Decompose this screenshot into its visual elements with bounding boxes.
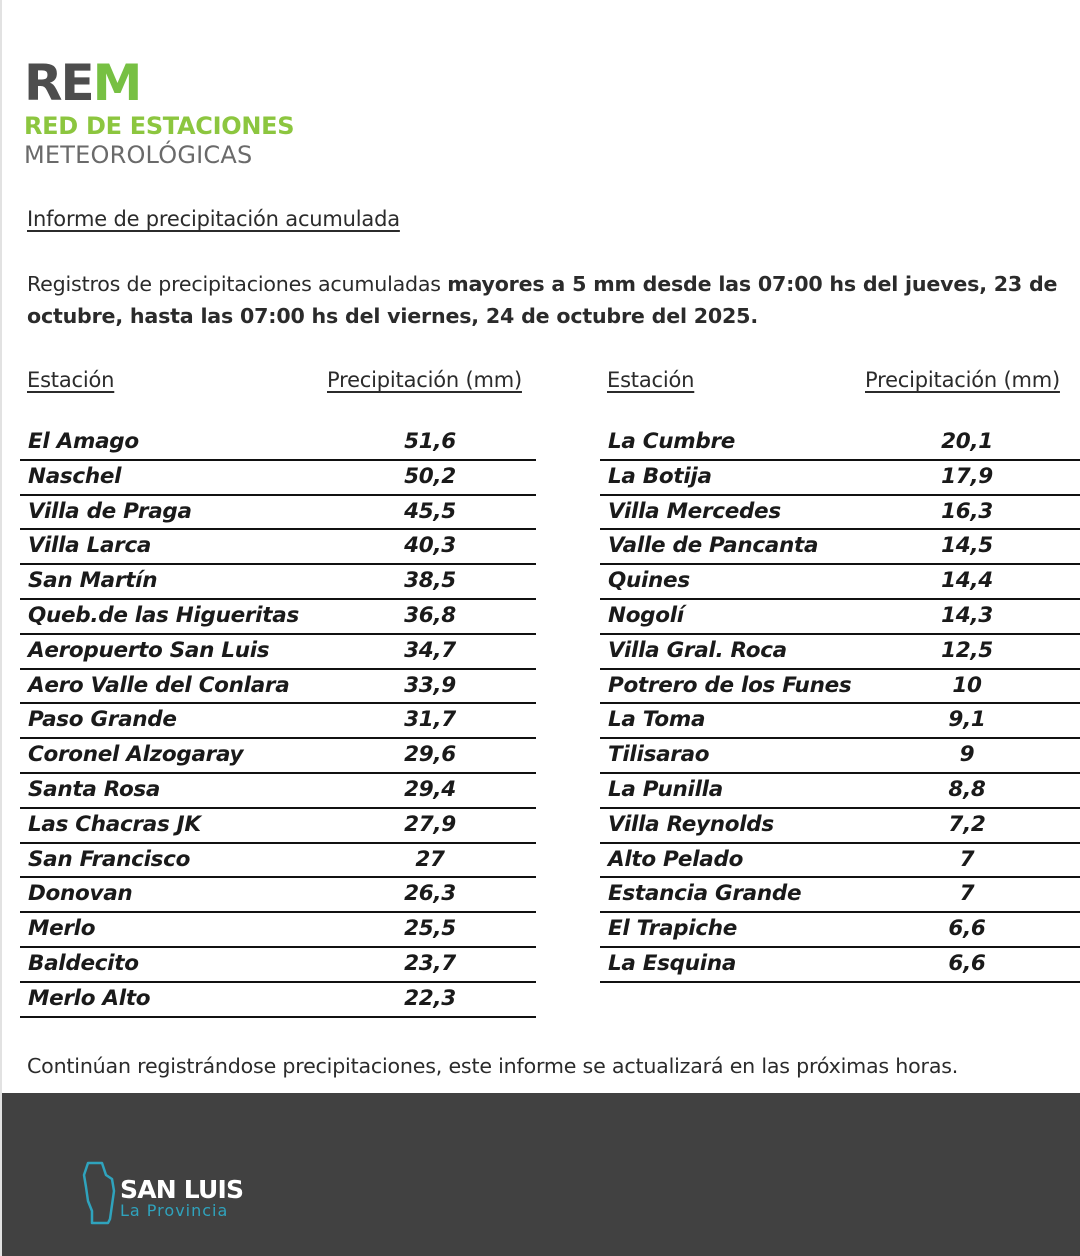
precipitation-value: 17,9 bbox=[941, 463, 993, 489]
table-header bbox=[20, 366, 536, 416]
table-header bbox=[600, 366, 1080, 416]
station-name: Aeropuerto San Luis bbox=[28, 637, 270, 663]
station-name: La Cumbre bbox=[608, 429, 736, 454]
precipitation-value: 34,7 bbox=[404, 637, 456, 663]
precipitation-value: 12,5 bbox=[941, 637, 993, 663]
station-name: Potrero de los Funes bbox=[608, 672, 852, 698]
station-name: Queb.de las Higueritas bbox=[28, 602, 299, 628]
header-station: Estación bbox=[607, 368, 695, 392]
station-name: Estancia Grande bbox=[608, 881, 802, 907]
table-row bbox=[20, 565, 536, 600]
table-row bbox=[600, 600, 1080, 635]
rem-logo-line1: RED DE ESTACIONES bbox=[24, 112, 295, 140]
station-name: La Botija bbox=[608, 463, 712, 489]
precipitation-value: 9,1 bbox=[948, 707, 986, 733]
precipitation-value: 9 bbox=[959, 742, 975, 768]
precipitation-value: 33,9 bbox=[404, 672, 456, 698]
precipitation-value: 14,3 bbox=[941, 602, 993, 628]
precipitation-value: 7 bbox=[959, 846, 975, 872]
header-station: Estación bbox=[27, 368, 115, 392]
table-row bbox=[20, 461, 536, 496]
precipitation-value: 8,8 bbox=[948, 776, 986, 802]
precipitation-value: 25,5 bbox=[404, 916, 456, 942]
station-name: Tilisarao bbox=[608, 742, 710, 768]
rem-logo-line2: METEOROLÓGICAS bbox=[24, 141, 253, 169]
station-name: Merlo bbox=[28, 916, 96, 942]
station-name: Villa Gral. Roca bbox=[608, 637, 787, 663]
rem-logo-mark bbox=[24, 54, 294, 112]
table-row bbox=[20, 704, 536, 739]
precipitation-value: 20,1 bbox=[941, 429, 993, 454]
table-rows bbox=[20, 426, 536, 1018]
san-luis-logo bbox=[82, 1161, 282, 1223]
station-name: Paso Grande bbox=[28, 707, 177, 733]
station-name: San Francisco bbox=[28, 846, 191, 872]
station-name: La Esquina bbox=[608, 950, 737, 976]
precipitation-value: 50,2 bbox=[404, 463, 456, 489]
precipitation-value: 7 bbox=[959, 881, 975, 907]
precipitation-value: 10 bbox=[952, 672, 982, 698]
table-row bbox=[20, 635, 536, 670]
rem-logo bbox=[24, 54, 295, 170]
station-name: Villa de Praga bbox=[28, 498, 192, 524]
table-row bbox=[600, 426, 1080, 461]
brand-name: SAN LUIS bbox=[120, 1175, 244, 1204]
precipitation-value: 29,6 bbox=[404, 742, 456, 768]
table-row bbox=[600, 530, 1080, 565]
table-row bbox=[600, 844, 1080, 879]
station-name: El Trapiche bbox=[608, 916, 738, 942]
table-row bbox=[600, 496, 1080, 531]
table-row bbox=[600, 739, 1080, 774]
stations-table-right bbox=[600, 366, 1080, 976]
precipitation-value: 27 bbox=[415, 846, 445, 872]
table-row bbox=[20, 739, 536, 774]
table-row bbox=[600, 809, 1080, 844]
table-row bbox=[600, 913, 1080, 948]
precipitation-value: 26,3 bbox=[404, 881, 456, 907]
precipitation-value: 6,6 bbox=[948, 916, 986, 942]
table-row bbox=[20, 496, 536, 531]
table-row bbox=[600, 565, 1080, 600]
station-name: Merlo Alto bbox=[28, 985, 151, 1011]
precipitation-value: 31,7 bbox=[404, 707, 456, 733]
table-row bbox=[600, 878, 1080, 913]
table-row bbox=[20, 983, 536, 1018]
table-row bbox=[20, 600, 536, 635]
brand-tagline: La Provincia bbox=[120, 1201, 229, 1220]
header-precipitation: Precipitación (mm) bbox=[865, 368, 1060, 392]
precipitation-value: 7,2 bbox=[948, 811, 986, 837]
intro-text: Registros de precipitaciones acumuladas bbox=[27, 272, 448, 296]
station-name: Donovan bbox=[28, 881, 133, 907]
station-name: Villa Mercedes bbox=[608, 498, 781, 524]
station-name: Alto Pelado bbox=[608, 846, 744, 872]
station-name: Las Chacras JK bbox=[28, 811, 201, 837]
station-name: Valle de Pancanta bbox=[608, 533, 819, 559]
precipitation-value: 51,6 bbox=[404, 429, 456, 454]
station-name: Villa Reynolds bbox=[608, 811, 774, 837]
table-row bbox=[20, 844, 536, 879]
rem-logo-mark-m: M bbox=[92, 54, 141, 112]
station-name: La Toma bbox=[608, 707, 706, 733]
report-title: Informe de precipitación acumulada bbox=[27, 207, 400, 231]
table-row bbox=[20, 774, 536, 809]
intro-paragraph bbox=[27, 268, 1079, 332]
station-name: La Punilla bbox=[608, 776, 723, 802]
precipitation-value: 36,8 bbox=[404, 602, 456, 628]
precipitation-value: 40,3 bbox=[404, 533, 456, 559]
station-name: Santa Rosa bbox=[28, 776, 161, 802]
table-row bbox=[20, 878, 536, 913]
header-precipitation: Precipitación (mm) bbox=[327, 368, 522, 392]
station-name: Quines bbox=[608, 568, 690, 594]
rem-logo-mark-re: RE bbox=[24, 54, 93, 112]
table-row bbox=[600, 774, 1080, 809]
table-row bbox=[600, 670, 1080, 705]
station-name: Villa Larca bbox=[28, 533, 152, 559]
table-row bbox=[600, 635, 1080, 670]
station-name: Nogolí bbox=[608, 602, 684, 628]
table-row bbox=[20, 426, 536, 461]
precipitation-value: 29,4 bbox=[404, 776, 456, 802]
station-name: Naschel bbox=[28, 463, 122, 489]
precipitation-value: 23,7 bbox=[404, 950, 456, 976]
precipitation-value: 16,3 bbox=[941, 498, 993, 524]
intro-bold-text: mayores a 5 mm desde las 07:00 hs del jueves, 23 de octubre, hasta las 07:00 hs del viernes, 24 de octubre del 2025. bbox=[27, 272, 1058, 328]
precipitation-value: 27,9 bbox=[404, 811, 456, 837]
footer-note: Continúan registrándose precipitaciones, este informe se actualizará en las próximas horas. bbox=[27, 1054, 959, 1078]
station-name: El Amago bbox=[28, 429, 139, 454]
table-row bbox=[20, 530, 536, 565]
precipitation-value: 14,5 bbox=[941, 533, 993, 559]
precipitation-value: 45,5 bbox=[404, 498, 456, 524]
precipitation-value: 14,4 bbox=[941, 568, 993, 594]
table-row bbox=[600, 948, 1080, 983]
precipitation-value: 38,5 bbox=[404, 568, 456, 594]
station-name: Aero Valle del Conlara bbox=[28, 672, 290, 698]
stations-table-left bbox=[20, 366, 536, 1011]
table-row bbox=[20, 809, 536, 844]
precipitation-value: 6,6 bbox=[948, 950, 986, 976]
table-row bbox=[20, 948, 536, 983]
province-map-icon bbox=[82, 1161, 116, 1225]
table-row bbox=[20, 670, 536, 705]
station-name: Coronel Alzogaray bbox=[28, 742, 244, 768]
table-row bbox=[20, 913, 536, 948]
station-name: San Martín bbox=[28, 568, 158, 594]
footer-bar bbox=[2, 1093, 1080, 1256]
precipitation-value: 22,3 bbox=[404, 985, 456, 1011]
table-row bbox=[600, 704, 1080, 739]
station-name: Baldecito bbox=[28, 950, 139, 976]
table-row bbox=[600, 461, 1080, 496]
table-rows bbox=[600, 426, 1080, 983]
